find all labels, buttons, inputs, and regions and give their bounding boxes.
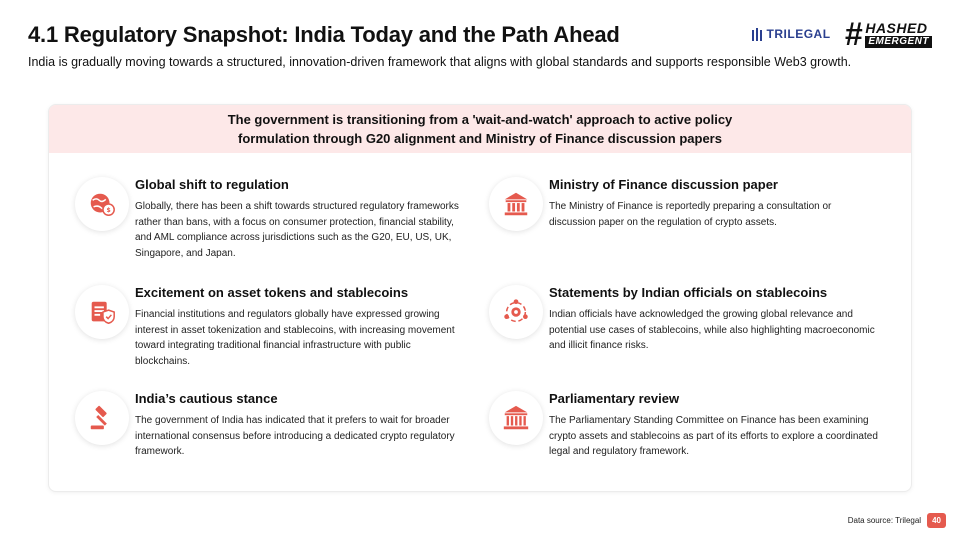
shield-document-icon	[75, 285, 129, 339]
item-text: Financial institutions and regulators globally have expressed growing interest in asset tokenization and stablecoins, with increasing movement toward integrating traditional financial infrastructure with public blockchains.	[135, 309, 455, 367]
item-title: Ministry of Finance discussion paper	[549, 177, 778, 192]
trilegal-logo	[752, 27, 831, 41]
item-title: Statements by Indian officials on stablecoins	[549, 285, 828, 300]
content-panel	[48, 104, 912, 492]
item-text: The government of India has indicated that it prefers to wait for broader international consensus before introducing a dedicated crypto regulatory framework.	[135, 415, 455, 458]
item-title: Parliamentary review	[549, 391, 680, 406]
hashed-logo-text: HASHED	[865, 19, 928, 36]
gavel-icon	[75, 391, 129, 445]
banner-text: The government is transitioning from a 'wait-and-watch' approach to active policy formulation through G20 alignment and Ministry of Finance discussion papers	[227, 112, 733, 146]
footer	[848, 513, 946, 528]
item-title: Excitement on asset tokens and stablecoins	[135, 285, 409, 300]
banner	[49, 105, 911, 153]
logos	[752, 18, 932, 50]
item-text: The Parliamentary Standing Committee on Finance has been examining crypto assets and stablecoins as part of its efforts to explore a coordinated legal and regulatory framework.	[549, 415, 878, 458]
trilegal-bars-icon	[752, 28, 762, 41]
page-number: 40	[927, 513, 946, 528]
item-text: Indian officials have acknowledged the growing global relevance and potential use cases of stablecoins, while also highlighting macroeconomic and illicit finance risks.	[549, 309, 875, 352]
globe-regulation-icon	[75, 177, 129, 231]
parliament-building-icon	[489, 391, 543, 445]
item-title: India’s cautious stance	[135, 391, 278, 406]
item-text: The Ministry of Finance is reportedly preparing a consultation or discussion paper on the regulation of crypto assets.	[549, 201, 832, 228]
page-title: 4.1 Regulatory Snapshot: India Today and the Path Ahead	[28, 22, 620, 47]
svg-text:$: $	[106, 206, 111, 214]
trilegal-logo-text: TRILEGAL	[766, 27, 831, 41]
network-target-icon	[489, 285, 543, 339]
item-title: Global shift to regulation	[135, 177, 289, 192]
data-source: Data source: Trilegal	[847, 516, 922, 525]
page-subtitle: India is gradually moving towards a structured, innovation-driven framework that aligns with global standards and supports responsible Web3 growth.	[28, 55, 852, 69]
item-text: Globally, there has been a shift towards structured regulatory frameworks rather than bans, with a focus on consumer protection, financial stability, and AML compliance across jurisdictions such as the G20, EU, US, UK, Singapore, and Japan.	[135, 201, 459, 259]
hashed-emergent-logo	[845, 18, 932, 50]
emergent-logo-text: EMERGENT	[865, 36, 932, 48]
bank-building-icon	[489, 177, 543, 231]
hash-icon: #	[844, 16, 863, 52]
